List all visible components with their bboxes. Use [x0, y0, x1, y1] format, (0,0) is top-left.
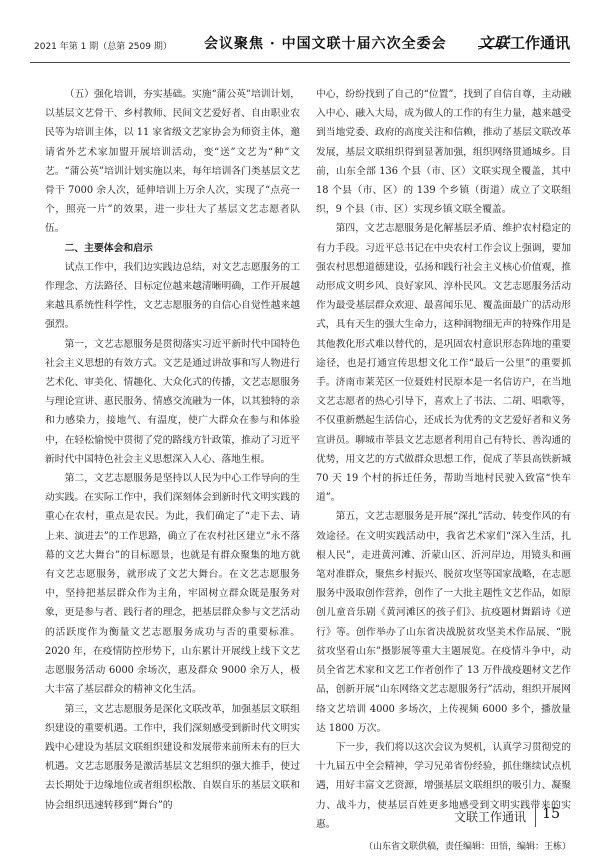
editor-credit: （山东省文联供稿，责任编辑：田悟，编辑：王栋） — [363, 841, 571, 852]
page-footer — [390, 805, 560, 827]
paragraph-continued: 中心，纷纷找到了自己的“位置”，找到了自信自尊，主动融入中心、融入大局，成为做人的工作的有生力量，越来越受到当地党委、政府的高度关注和信赖，推动了基层文联改革发展，基层文联组织得到显著加强，组织网络贯通城乡。目前，山东全部 136 个县（市、区）文联实现全覆盖，其中 18 个县（市、区）的 139 个乡镇（街道）成立了文联组织，9 个县（市、区）实现乡镇文联全覆盖。 — [316, 89, 571, 216]
page-header — [30, 30, 570, 60]
publication-brand — [478, 32, 570, 53]
paragraph: （五）强化培训，夯实基础。实施“蒲公英”培训计划，以基层文艺骨干、乡村教师、民间文艺爱好者、自由职业农民等为培训主体，以 11 家省级文艺家协会为师资主体，邀请省外艺术家加盟开展培训活动，变“送”文艺为“种”文艺。“蒲公英”培训计划实施以来，每年培训各门类基层文艺骨干 7000 余人次，延伸培训上万余人次，实现了“点亮一个，照亮一片”的效果，进一步壮大了基层文艺志愿者队伍。 — [45, 89, 300, 235]
paragraph: 第五，文艺志愿服务是开展“深扎”活动、转变作风的有效途径。在文明实践活动中，我省艺术家们“深入生活，扎根人民”，走进黄河滩、沂蒙山区、沂河岸边，用镜头和画笔对准群众，聚焦乡村振兴、脱贫攻坚等国家战略，在志愿服务中汲取创作营养，创作了一大批主题性文艺作品，如原创儿童音乐剧《黄河滩区的孩子们》、抗疫题材舞蹈诗《逆行》等。创作举办了山东省决战脱贫攻坚美术作品展、“脱贫攻坚看山东”摄影展等重大主题展览。在疫情斗争中，动员全省艺术家和文艺工作者创作了 13 万件战疫题材文艺作品，创新开展“山东网络文艺志愿服务行”活动，组织开展网络文艺培训 4000 多场次，上传视频 6000 多个，播放量达 1800 万次。 — [316, 511, 571, 734]
header-rule — [30, 62, 570, 63]
paragraph: 下一步，我们将以这次会议为契机，认真学习贯彻党的十九届五中全会精神，学习兄弟省份经验，抓住继续试点机遇，用好丰富文艺资源，增强基层文联组织的吸引力、凝聚力、战斗力，使基层百姓更多地感受到文明实践带来的实惠。 — [316, 741, 571, 830]
paragraph: 第一，文艺志愿服务是贯彻落实习近平新时代中国特色社会主义思想的有效方式。文艺是通过讲故事和写人物进行艺术化、审美化、情趣化、大众化式的传播，文艺志愿服务与理论宣讲、惠民服务、情感交流融为一体，以其独特的亲和力感染力，接地气、有温度，使广大群众在参与和体验中，在轻松愉悦中贯彻了党的路线方针政策，推动了习近平新时代中国特色社会主义思想深入人心、落地生根。 — [45, 338, 300, 465]
left-column — [45, 85, 300, 811]
issue-label: 2021 年第 1 期（总第 2509 期） — [34, 42, 172, 52]
conference-title: 会议聚焦 · 中国文联十届六次全委会 — [204, 36, 447, 52]
footer-divider — [535, 805, 536, 827]
brand-suffix: 工作通讯 — [509, 34, 570, 52]
paragraph: 第三，文艺志愿服务是深化文联改革，加强基层文联组织建设的重要机遇。工作中，我们深刻感受到新时代文明实践中心建设为基层文联组织建设和发展带来前所未有的巨大机遇。文艺志愿服务是激活基层文艺组织的强大推手，使过去长期处于边缘地位或者组织松散、自娱自乐的基层文联和协会组织迅速转移到“舞台”的 — [45, 703, 300, 811]
paragraph: 第四，文艺志愿服务是化解基层矛盾、维护农村稳定的有力手段。习近平总书记在中央农村工作会议上强调，要加强农村思想道德建设，弘扬和践行社会主义核心价值观，推动形成文明乡风、良好家风、淳朴民风。文艺志愿服务活动作为最受基层群众欢迎、最喜闻乐见、覆盖面最广的活动形式，具有天生的强大生命力，这种润物细无声的特殊作用是其他教化形式难以替代的，是巩固农村意识形态阵地的重要途径，也是打通宣传思想文化工作“最后一公里”的重要抓手。济南市莱芜区一位聂姓村民原本是一名信访户，在当地文艺志愿者的热心引导下，喜欢上了书法、二胡、唱歌等，不仅重新燃起生活信心，还成长为优秀的文艺爱好者和义务宣讲员。聊城市莘县文艺志愿者利用自己有特长、善沟通的优势，用文艺的方式做群众思想工作，促成了莘县高铁新城 70 天 19 个村的拆迁任务，帮助当地村民驶入致富“快车道”。 — [316, 223, 571, 504]
paragraph: 试点工作中，我们边实践边总结，对文艺志愿服务的工作理念、方法路径、目标定位越来越清晰明确，工作开展越来越具系统性科学性，文艺志愿服务的自信心自觉性越来越强烈。 — [45, 261, 300, 331]
brand-logo: 文联 — [477, 34, 510, 52]
section-heading: 二、主要体会和启示 — [64, 242, 153, 254]
paragraph: 第二，文艺志愿服务是坚持以人民为中心工作导向的生动实践。在实际工作中，我们深刻体会到新时代文明实践的重心在农村，重点是农民。为此，我们确定了“走下去、请上来、演进去”的工作思路，确立了在农村社区建立“永不落幕的文艺大舞台”的目标愿景，也就是有群众聚集的地方就有文艺志愿服务，就形成了文艺大舞台。在文艺志愿服务中，坚持把基层群众作为主角，牢固树立群众既是服务对象，更是参与者、践行者的理念，把基层群众参与文艺活动的活跃度作为衡量文艺志愿服务成功与否的重要标准。2020 年，在疫情防控形势下，山东累计开展线上线下文艺志愿服务活动 6000 余场次，惠及群众 9000 余万人，极大丰富了基层群众的精神文化生活。 — [45, 473, 300, 696]
footer-publication-label: 文联工作通讯 — [453, 810, 526, 824]
page-number: 15 — [542, 806, 560, 822]
